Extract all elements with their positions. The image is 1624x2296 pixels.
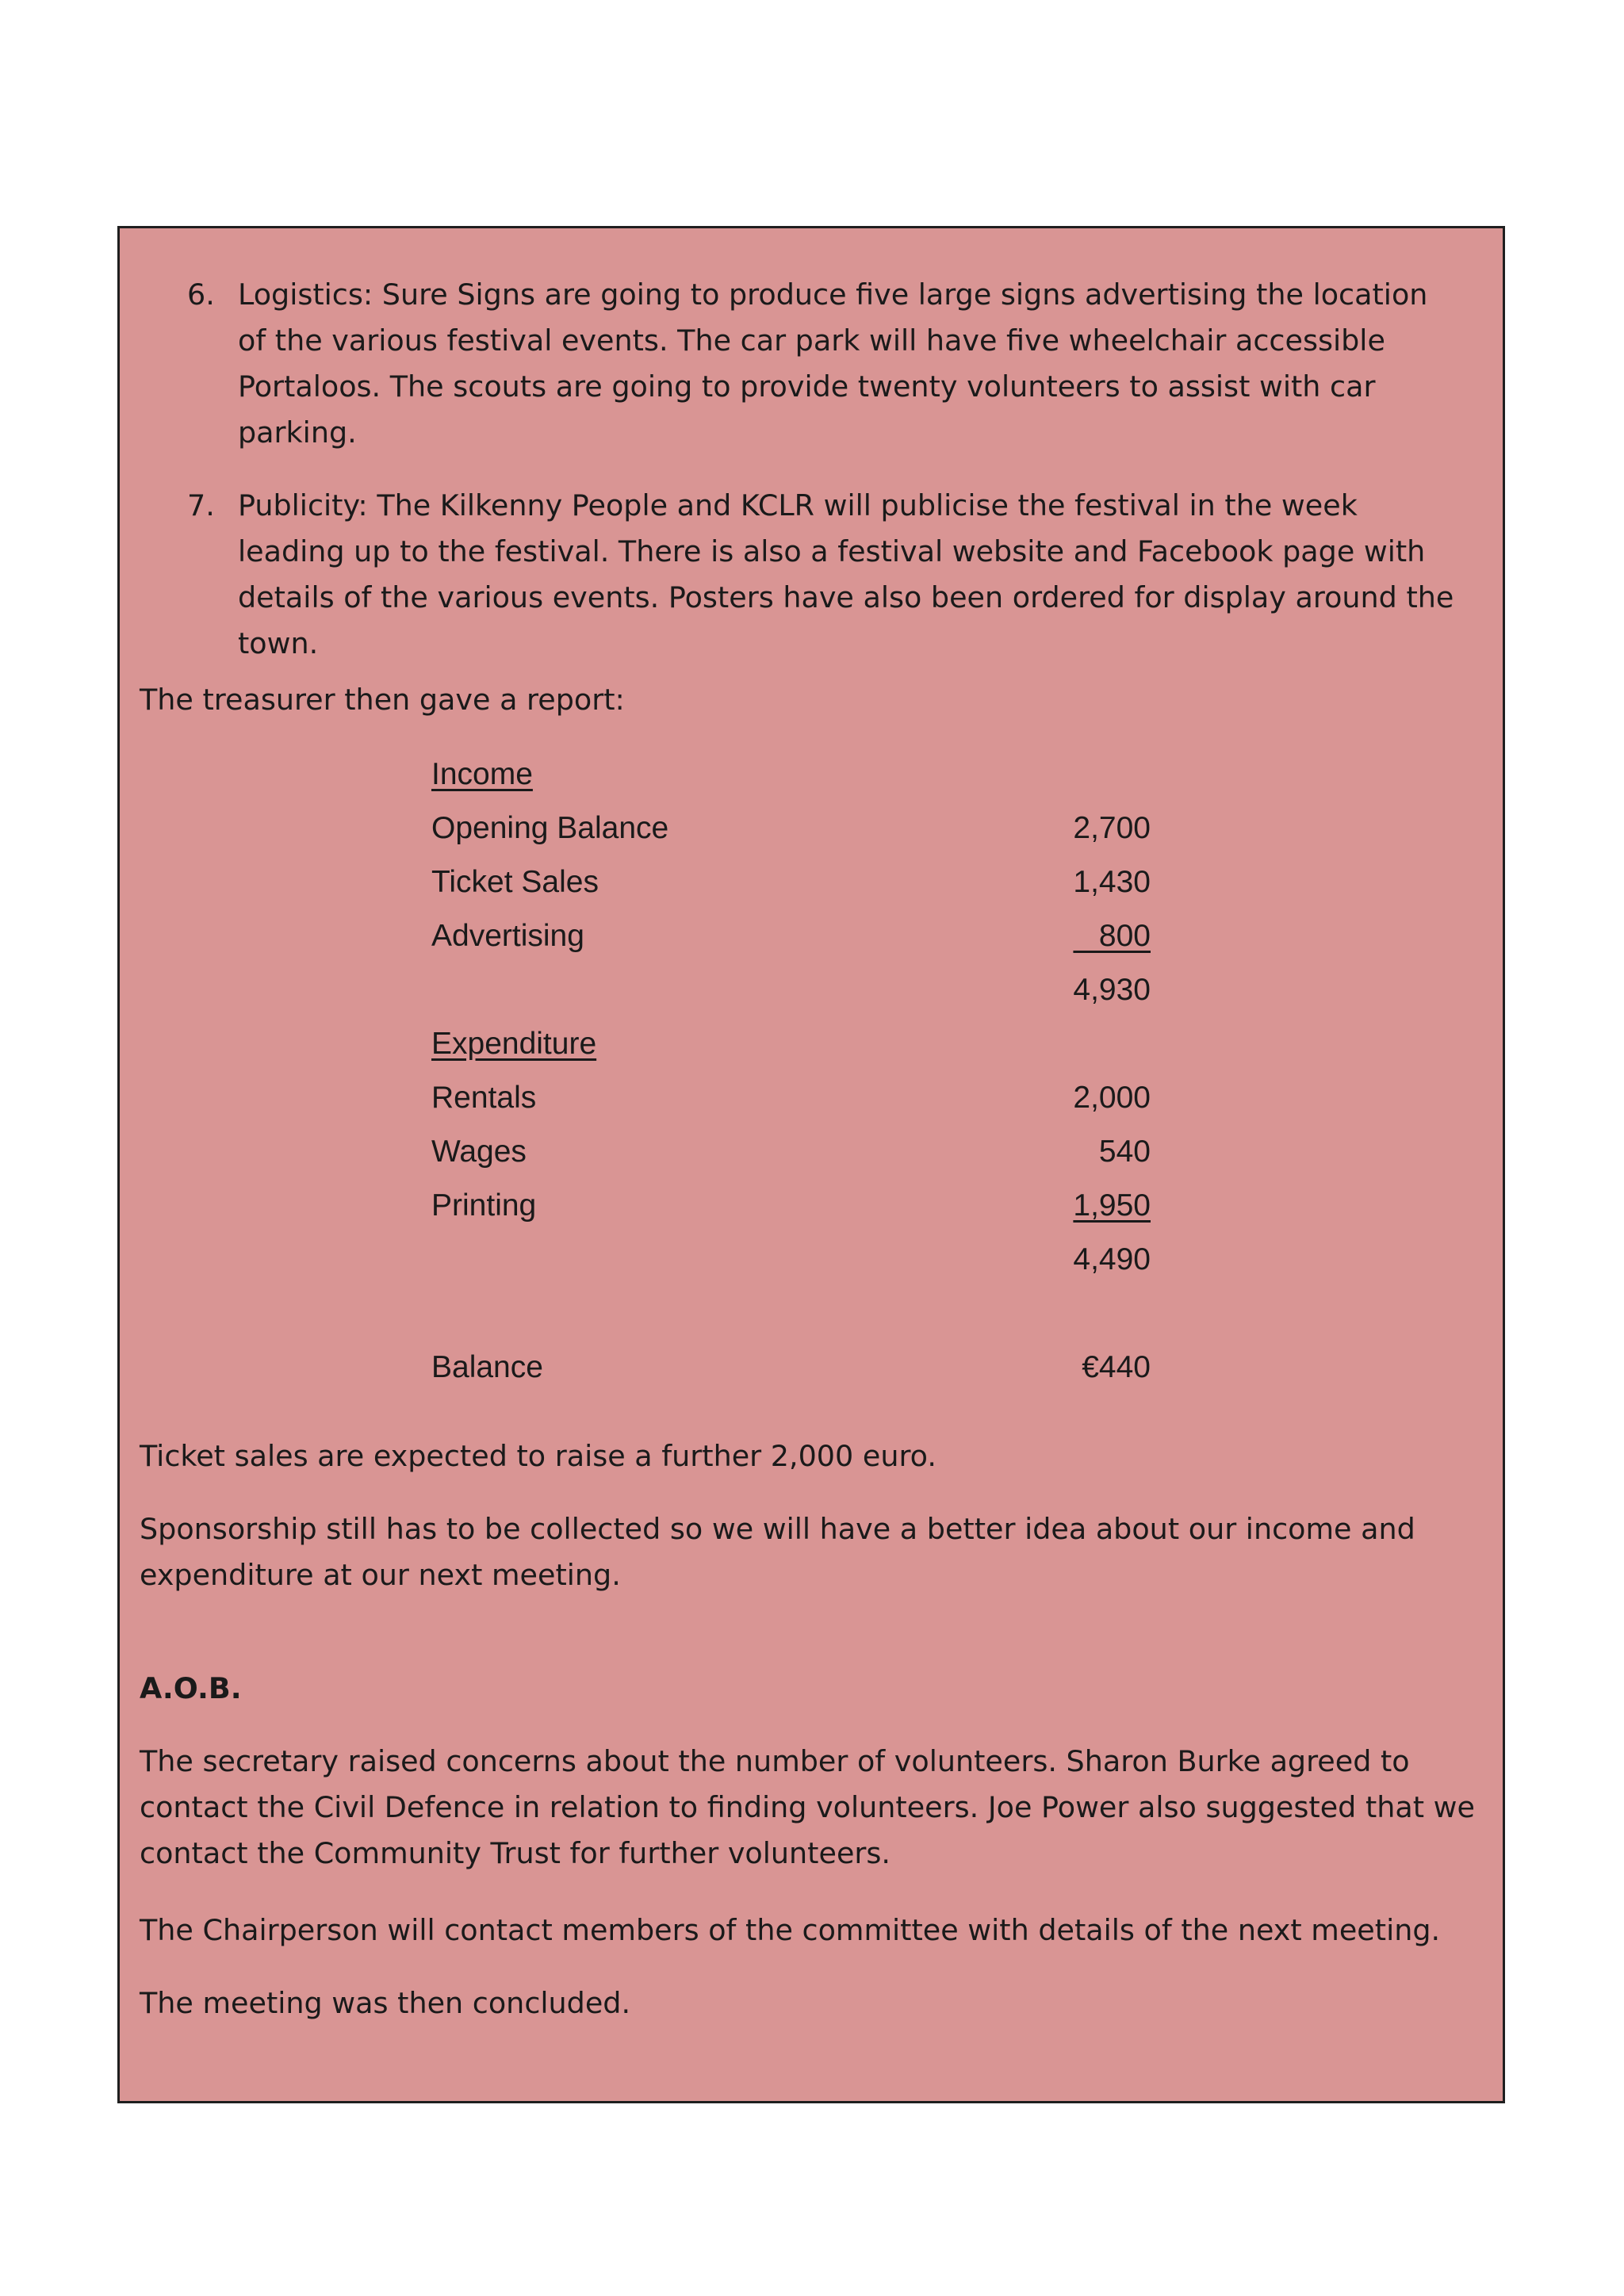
sponsorship-note: Sponsorship still has to be collected so we will have a better idea about our income and expenditure at our next meeting. — [140, 1512, 1415, 1592]
ticket-note: Ticket sales are expected to raise a further 2,000 euro. — [140, 1439, 936, 1473]
treasurer-report-table — [431, 748, 1151, 1395]
list-item-logistics — [120, 272, 1503, 456]
row-label: Advertising — [431, 919, 584, 953]
table-row — [431, 1179, 1151, 1233]
balance-label: Balance — [431, 1350, 543, 1384]
aob-paragraph-volunteers: The secretary raised concerns about the number of volunteers. Sharon Burke agreed to contact the Civil Defence in relation to finding volunteers. Joe Power also suggested that we contact the Community Trust for further volunteers. — [140, 1744, 1475, 1870]
table-row — [431, 1071, 1151, 1125]
aob-heading: A.O.B. — [140, 1671, 242, 1705]
table-row — [431, 802, 1151, 855]
expenditure-heading-row — [431, 1017, 1151, 1071]
income-heading-row — [431, 748, 1151, 802]
table-row — [431, 1125, 1151, 1179]
treasurer-intro: The treasurer then gave a report: — [140, 683, 625, 717]
row-amount: 2,700 — [1073, 811, 1151, 845]
row-label: Opening Balance — [431, 811, 669, 845]
row-label: Wages — [431, 1135, 527, 1169]
income-total: 4,930 — [1073, 973, 1151, 1007]
balance-amount: €440 — [1082, 1350, 1151, 1384]
list-item-number: 6. — [187, 277, 215, 312]
list-item-text: Publicity: The Kilkenny People and KCLR will publicise the festival in the week leading up to the festival. There is also a festival website and Facebook page with details of the various events. Posters have also been ordered for display around the town. — [238, 488, 1454, 660]
list-item-text: Logistics: Sure Signs are going to produce five large signs advertising the location of the various festival events. The car park will have five wheelchair accessible Portaloos. The scouts are going to provide twenty volunteers to assist with car parking. — [238, 277, 1428, 450]
expenditure-total: 4,490 — [1073, 1242, 1151, 1276]
balance-row — [431, 1341, 1151, 1395]
numbered-list — [120, 272, 1503, 694]
expenditure-total-row — [431, 1233, 1151, 1287]
row-amount: 800 — [1073, 919, 1151, 953]
row-amount: 1,430 — [1073, 865, 1151, 899]
aob-paragraph-conclusion: The meeting was then concluded. — [140, 1986, 631, 2020]
income-heading: Income — [431, 757, 533, 791]
income-total-row — [431, 963, 1151, 1017]
list-item-number: 7. — [187, 488, 215, 522]
row-amount: 2,000 — [1073, 1081, 1151, 1115]
spacer-row — [431, 1287, 1151, 1341]
table-row — [431, 855, 1151, 909]
table-row — [431, 909, 1151, 963]
list-item-publicity — [120, 483, 1503, 667]
aob-paragraph-next-meeting: The Chairperson will contact members of the committee with details of the next meeting. — [140, 1913, 1441, 1947]
expenditure-heading: Expenditure — [431, 1027, 597, 1061]
row-amount: 540 — [1098, 1135, 1151, 1169]
row-label: Ticket Sales — [431, 865, 599, 899]
row-label: Rentals — [431, 1081, 537, 1115]
row-amount: 1,950 — [1073, 1188, 1151, 1223]
row-label: Printing — [431, 1188, 537, 1223]
minutes-panel — [117, 226, 1505, 2103]
